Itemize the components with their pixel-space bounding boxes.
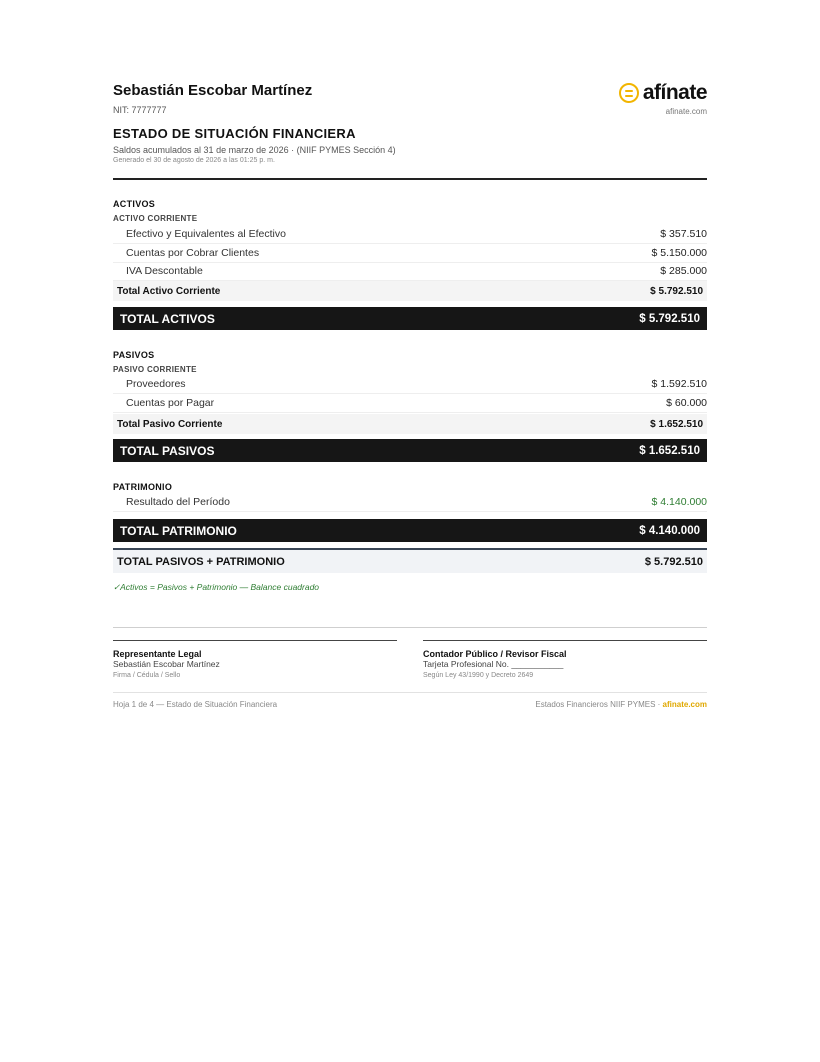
total-pasivos-bar [113, 439, 707, 462]
logo-text: afínate [642, 81, 707, 104]
signature-name: Tarjeta Profesional No. ___________ [423, 659, 564, 669]
signature-line [113, 640, 397, 641]
document-subtitle: Saldos acumulados al 31 de marzo de 2026 · (NIIF PYMES Sección 4) [113, 145, 396, 155]
section-title-activos: ACTIVOS [113, 199, 156, 209]
total-label: TOTAL PASIVOS [120, 443, 215, 458]
signature-accountant [423, 640, 707, 680]
footer-brand-info [535, 700, 707, 709]
balance-check-message: ✓Activos = Pasivos + Patrimonio — Balance cuadrado [113, 582, 320, 592]
signature-title: Contador Público / Revisor Fiscal [423, 649, 567, 659]
account-row [113, 225, 707, 244]
account-label: Cuentas por Cobrar Clientes [126, 247, 260, 259]
account-value: $ 357.510 [660, 228, 707, 240]
account-label: Cuentas por Pagar [126, 397, 215, 409]
section-title-pasivos: PASIVOS [113, 350, 155, 360]
account-row [113, 262, 707, 281]
logo-url: afinate.com [665, 107, 707, 116]
total-value: $ 5.792.510 [639, 312, 700, 325]
footer-divider [113, 692, 707, 693]
subsection-title-activo-corriente: ACTIVO CORRIENTE [113, 214, 198, 223]
account-value: $ 1.592.510 [651, 378, 707, 390]
grand-total-label: TOTAL PASIVOS + PATRIMONIO [117, 555, 285, 568]
total-value: $ 4.140.000 [639, 524, 700, 537]
signature-note: Según Ley 43/1990 y Decreto 2649 [423, 672, 534, 679]
document-title: ESTADO DE SITUACIÓN FINANCIERA [113, 126, 356, 141]
header-divider [113, 178, 707, 180]
subtotal-label: Total Activo Corriente [117, 285, 221, 297]
total-label: TOTAL ACTIVOS [120, 311, 215, 326]
footer-page-info: Hoja 1 de 4 — Estado de Situación Financiera [113, 700, 278, 709]
subtotal-pasivo-corriente [113, 414, 707, 434]
grand-total-value: $ 5.792.510 [644, 555, 703, 568]
account-row [113, 375, 707, 394]
total-patrimonio-bar [113, 519, 707, 542]
account-label: Efectivo y Equivalentes al Efectivo [126, 228, 286, 240]
signature-name: Sebastián Escobar Martínez [113, 659, 220, 669]
grand-total-row [113, 548, 707, 573]
total-activos-bar [113, 307, 707, 330]
account-row [113, 493, 707, 512]
account-label: IVA Descontable [126, 265, 203, 277]
afinate-logo [619, 82, 707, 103]
footer-text: Estados Financieros NIIF PYMES · [535, 700, 663, 709]
total-value: $ 1.652.510 [639, 444, 700, 457]
afinate-logo-icon [619, 83, 639, 103]
account-value: $ 5.150.000 [651, 247, 707, 259]
account-row [113, 244, 707, 263]
account-row [113, 394, 707, 413]
subsection-title-pasivo-corriente: PASIVO CORRIENTE [113, 365, 197, 374]
total-label: TOTAL PATRIMONIO [120, 523, 237, 538]
signature-line [423, 640, 707, 641]
account-value: $ 285.000 [660, 265, 707, 277]
company-nit: NIT: 7777777 [113, 105, 167, 115]
signature-divider [113, 627, 707, 628]
account-label: Resultado del Período [126, 496, 230, 508]
signature-legal-representative [113, 640, 397, 680]
account-value: $ 60.000 [666, 397, 707, 409]
company-name: Sebastián Escobar Martínez [113, 82, 313, 99]
subtotal-activo-corriente [113, 281, 707, 301]
section-title-patrimonio: PATRIMONIO [113, 482, 173, 492]
subtotal-label: Total Pasivo Corriente [117, 418, 223, 430]
subtotal-value: $ 1.652.510 [650, 418, 703, 430]
account-value: $ 4.140.000 [651, 496, 707, 508]
generated-date: Generado el 30 de agosto de 2026 a las 01:25 p. m. [113, 157, 275, 164]
account-label: Proveedores [126, 378, 186, 390]
financial-statement-page [113, 0, 707, 709]
subtotal-value: $ 5.792.510 [650, 285, 703, 297]
signature-title: Representante Legal [113, 649, 202, 659]
footer-brand-link[interactable]: afinate.com [662, 700, 707, 709]
signature-note: Firma / Cédula / Sello [113, 672, 181, 679]
